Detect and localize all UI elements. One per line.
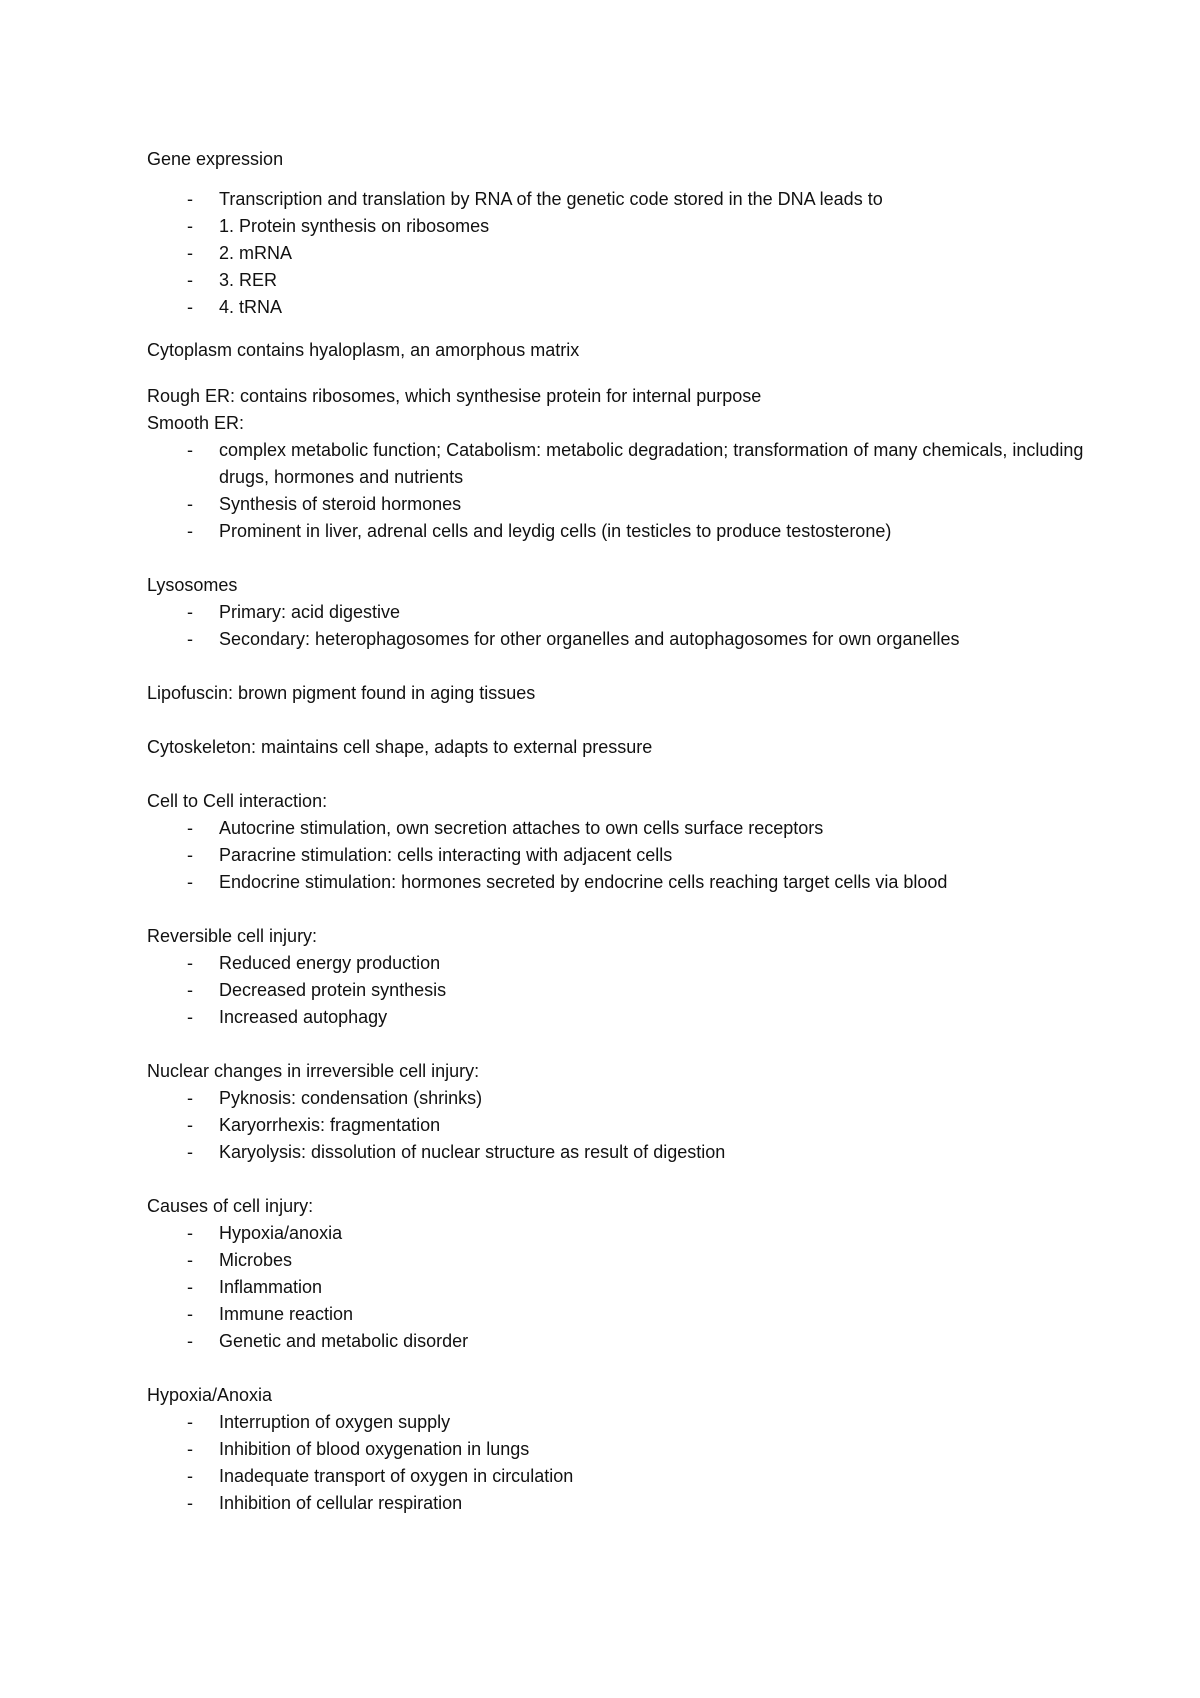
list-item	[147, 977, 1087, 1004]
list-item-text: Transcription and translation by RNA of the genetic code stored in the DNA leads to	[219, 189, 883, 209]
bullet-dash: -	[187, 521, 193, 541]
bullet-dash: -	[187, 297, 193, 317]
bullet-dash: -	[187, 270, 193, 290]
list-item-text: Prominent in liver, adrenal cells and leydig cells (in testicles to produce testosterone)	[219, 521, 892, 541]
list-item	[147, 950, 1087, 977]
list-item	[147, 1247, 1087, 1274]
list-item-text: 2. mRNA	[219, 243, 293, 263]
list-item	[147, 1409, 1087, 1436]
bullet-dash: -	[187, 1466, 193, 1486]
list-item	[147, 1490, 1087, 1517]
bullet-dash: -	[187, 872, 193, 892]
section-heading: Causes of cell injury:	[147, 1196, 314, 1216]
list-item	[147, 1112, 1087, 1139]
section-heading: Gene expression	[147, 149, 284, 169]
list-item-text: Secondary: heterophagosomes for other organelles and autophagosomes for own organelles	[219, 629, 960, 649]
bullet-dash: -	[187, 818, 193, 838]
section-heading: Hypoxia/Anoxia	[147, 1385, 273, 1405]
bullet-dash: -	[187, 953, 193, 973]
bullet-list	[147, 815, 1087, 896]
section-heading: Rough ER: contains ribosomes, which synthesise protein for internal purpose	[147, 386, 762, 406]
list-item-text: Karyolysis: dissolution of nuclear structure as result of digestion	[219, 1142, 726, 1162]
bullet-list	[147, 599, 1087, 653]
bullet-dash: -	[187, 1250, 193, 1270]
list-item-text: Paracrine stimulation: cells interacting with adjacent cells	[219, 845, 673, 865]
bullet-dash: -	[187, 845, 193, 865]
section-reversible-injury	[147, 923, 1087, 1031]
bullet-list	[147, 186, 1087, 321]
list-item	[147, 1274, 1087, 1301]
list-item	[147, 1085, 1087, 1112]
list-item-text: Genetic and metabolic disorder	[219, 1331, 469, 1351]
bullet-list	[147, 1409, 1087, 1517]
list-item-text: 4. tRNA	[219, 297, 283, 317]
bullet-list	[147, 437, 1087, 545]
list-item-text: Immune reaction	[219, 1304, 354, 1324]
section-heading: Nuclear changes in irreversible cell injury:	[147, 1061, 480, 1081]
bullet-list	[147, 1085, 1087, 1166]
list-item-text: Inadequate transport of oxygen in circulation	[219, 1466, 574, 1486]
list-item-text: Synthesis of steroid hormones	[219, 494, 462, 514]
bullet-dash: -	[187, 440, 193, 460]
list-item	[147, 1004, 1087, 1031]
section-gene-expression	[147, 146, 1087, 321]
list-item	[147, 1220, 1087, 1247]
section-heading: Cytoplasm contains hyaloplasm, an amorphous matrix	[147, 340, 580, 360]
list-item-text: Decreased protein synthesis	[219, 980, 447, 1000]
bullet-dash: -	[187, 602, 193, 622]
list-item-text: Inhibition of cellular respiration	[219, 1493, 463, 1513]
bullet-dash: -	[187, 1277, 193, 1297]
list-item	[147, 599, 1087, 626]
bullet-dash: -	[187, 1142, 193, 1162]
section-cytoskeleton	[147, 734, 1087, 761]
list-item-text: Primary: acid digestive	[219, 602, 401, 622]
list-item	[147, 815, 1087, 842]
section-hypoxia	[147, 1382, 1087, 1517]
section-smooth-er	[147, 410, 1087, 545]
list-item-text: Increased autophagy	[219, 1007, 388, 1027]
list-item	[147, 491, 1087, 518]
list-item-text: Pyknosis: condensation (shrinks)	[219, 1088, 483, 1108]
list-item-text: Karyorrhexis: fragmentation	[219, 1115, 441, 1135]
list-item	[147, 518, 1087, 545]
list-item	[147, 869, 1087, 896]
section-rough-er	[147, 383, 1087, 410]
section-heading: Lysosomes	[147, 575, 238, 595]
list-item-text: Endocrine stimulation: hormones secreted by endocrine cells reaching target cells via blood	[219, 872, 948, 892]
bullet-dash: -	[187, 243, 193, 263]
bullet-dash: -	[187, 216, 193, 236]
list-item	[147, 842, 1087, 869]
section-heading: Cell to Cell interaction:	[147, 791, 328, 811]
list-item-text: 1. Protein synthesis on ribosomes	[219, 216, 490, 236]
list-item	[147, 186, 1087, 213]
section-heading: Cytoskeleton: maintains cell shape, adapts to external pressure	[147, 737, 653, 757]
bullet-dash: -	[187, 189, 193, 209]
list-item	[147, 294, 1087, 321]
bullet-dash: -	[187, 1412, 193, 1432]
bullet-dash: -	[187, 1223, 193, 1243]
list-item	[147, 1328, 1087, 1355]
list-item	[147, 1436, 1087, 1463]
section-causes	[147, 1193, 1087, 1355]
section-lipofuscin	[147, 680, 1087, 707]
list-item-text: Hypoxia/anoxia	[219, 1223, 343, 1243]
list-item	[147, 213, 1087, 240]
section-heading: Smooth ER:	[147, 413, 245, 433]
bullet-dash: -	[187, 1304, 193, 1324]
section-heading: Lipofuscin: brown pigment found in aging tissues	[147, 683, 536, 703]
list-item	[147, 1301, 1087, 1328]
bullet-dash: -	[187, 1115, 193, 1135]
section-lysosomes	[147, 572, 1087, 653]
list-item-text: Microbes	[219, 1250, 293, 1270]
bullet-dash: -	[187, 629, 193, 649]
bullet-dash: -	[187, 1493, 193, 1513]
list-item	[147, 626, 1087, 653]
bullet-list	[147, 950, 1087, 1031]
list-item	[147, 267, 1087, 294]
bullet-dash: -	[187, 1439, 193, 1459]
list-item-text: 3. RER	[219, 270, 278, 290]
section-heading: Reversible cell injury:	[147, 926, 318, 946]
list-item	[147, 240, 1087, 267]
bullet-dash: -	[187, 1088, 193, 1108]
list-item-text: Interruption of oxygen supply	[219, 1412, 451, 1432]
list-item-text: Autocrine stimulation, own secretion attaches to own cells surface receptors	[219, 818, 824, 838]
section-nuclear-changes	[147, 1058, 1087, 1166]
section-cell-interaction	[147, 788, 1087, 896]
bullet-dash: -	[187, 494, 193, 514]
bullet-dash: -	[187, 1007, 193, 1027]
bullet-list	[147, 1220, 1087, 1355]
list-item	[147, 1463, 1087, 1490]
bullet-dash: -	[187, 1331, 193, 1351]
bullet-dash: -	[187, 980, 193, 1000]
list-item-text: Reduced energy production	[219, 953, 441, 973]
list-item-text: complex metabolic function; Catabolism: metabolic degradation; transformation of many chemicals, including drugs, hormones and nutrients	[219, 440, 1084, 487]
list-item-text: Inhibition of blood oxygenation in lungs	[219, 1439, 530, 1459]
list-item	[147, 437, 1087, 491]
list-item-text: Inflammation	[219, 1277, 323, 1297]
document-content	[147, 146, 1087, 1517]
list-item	[147, 1139, 1087, 1166]
section-cytoplasm	[147, 337, 1087, 364]
